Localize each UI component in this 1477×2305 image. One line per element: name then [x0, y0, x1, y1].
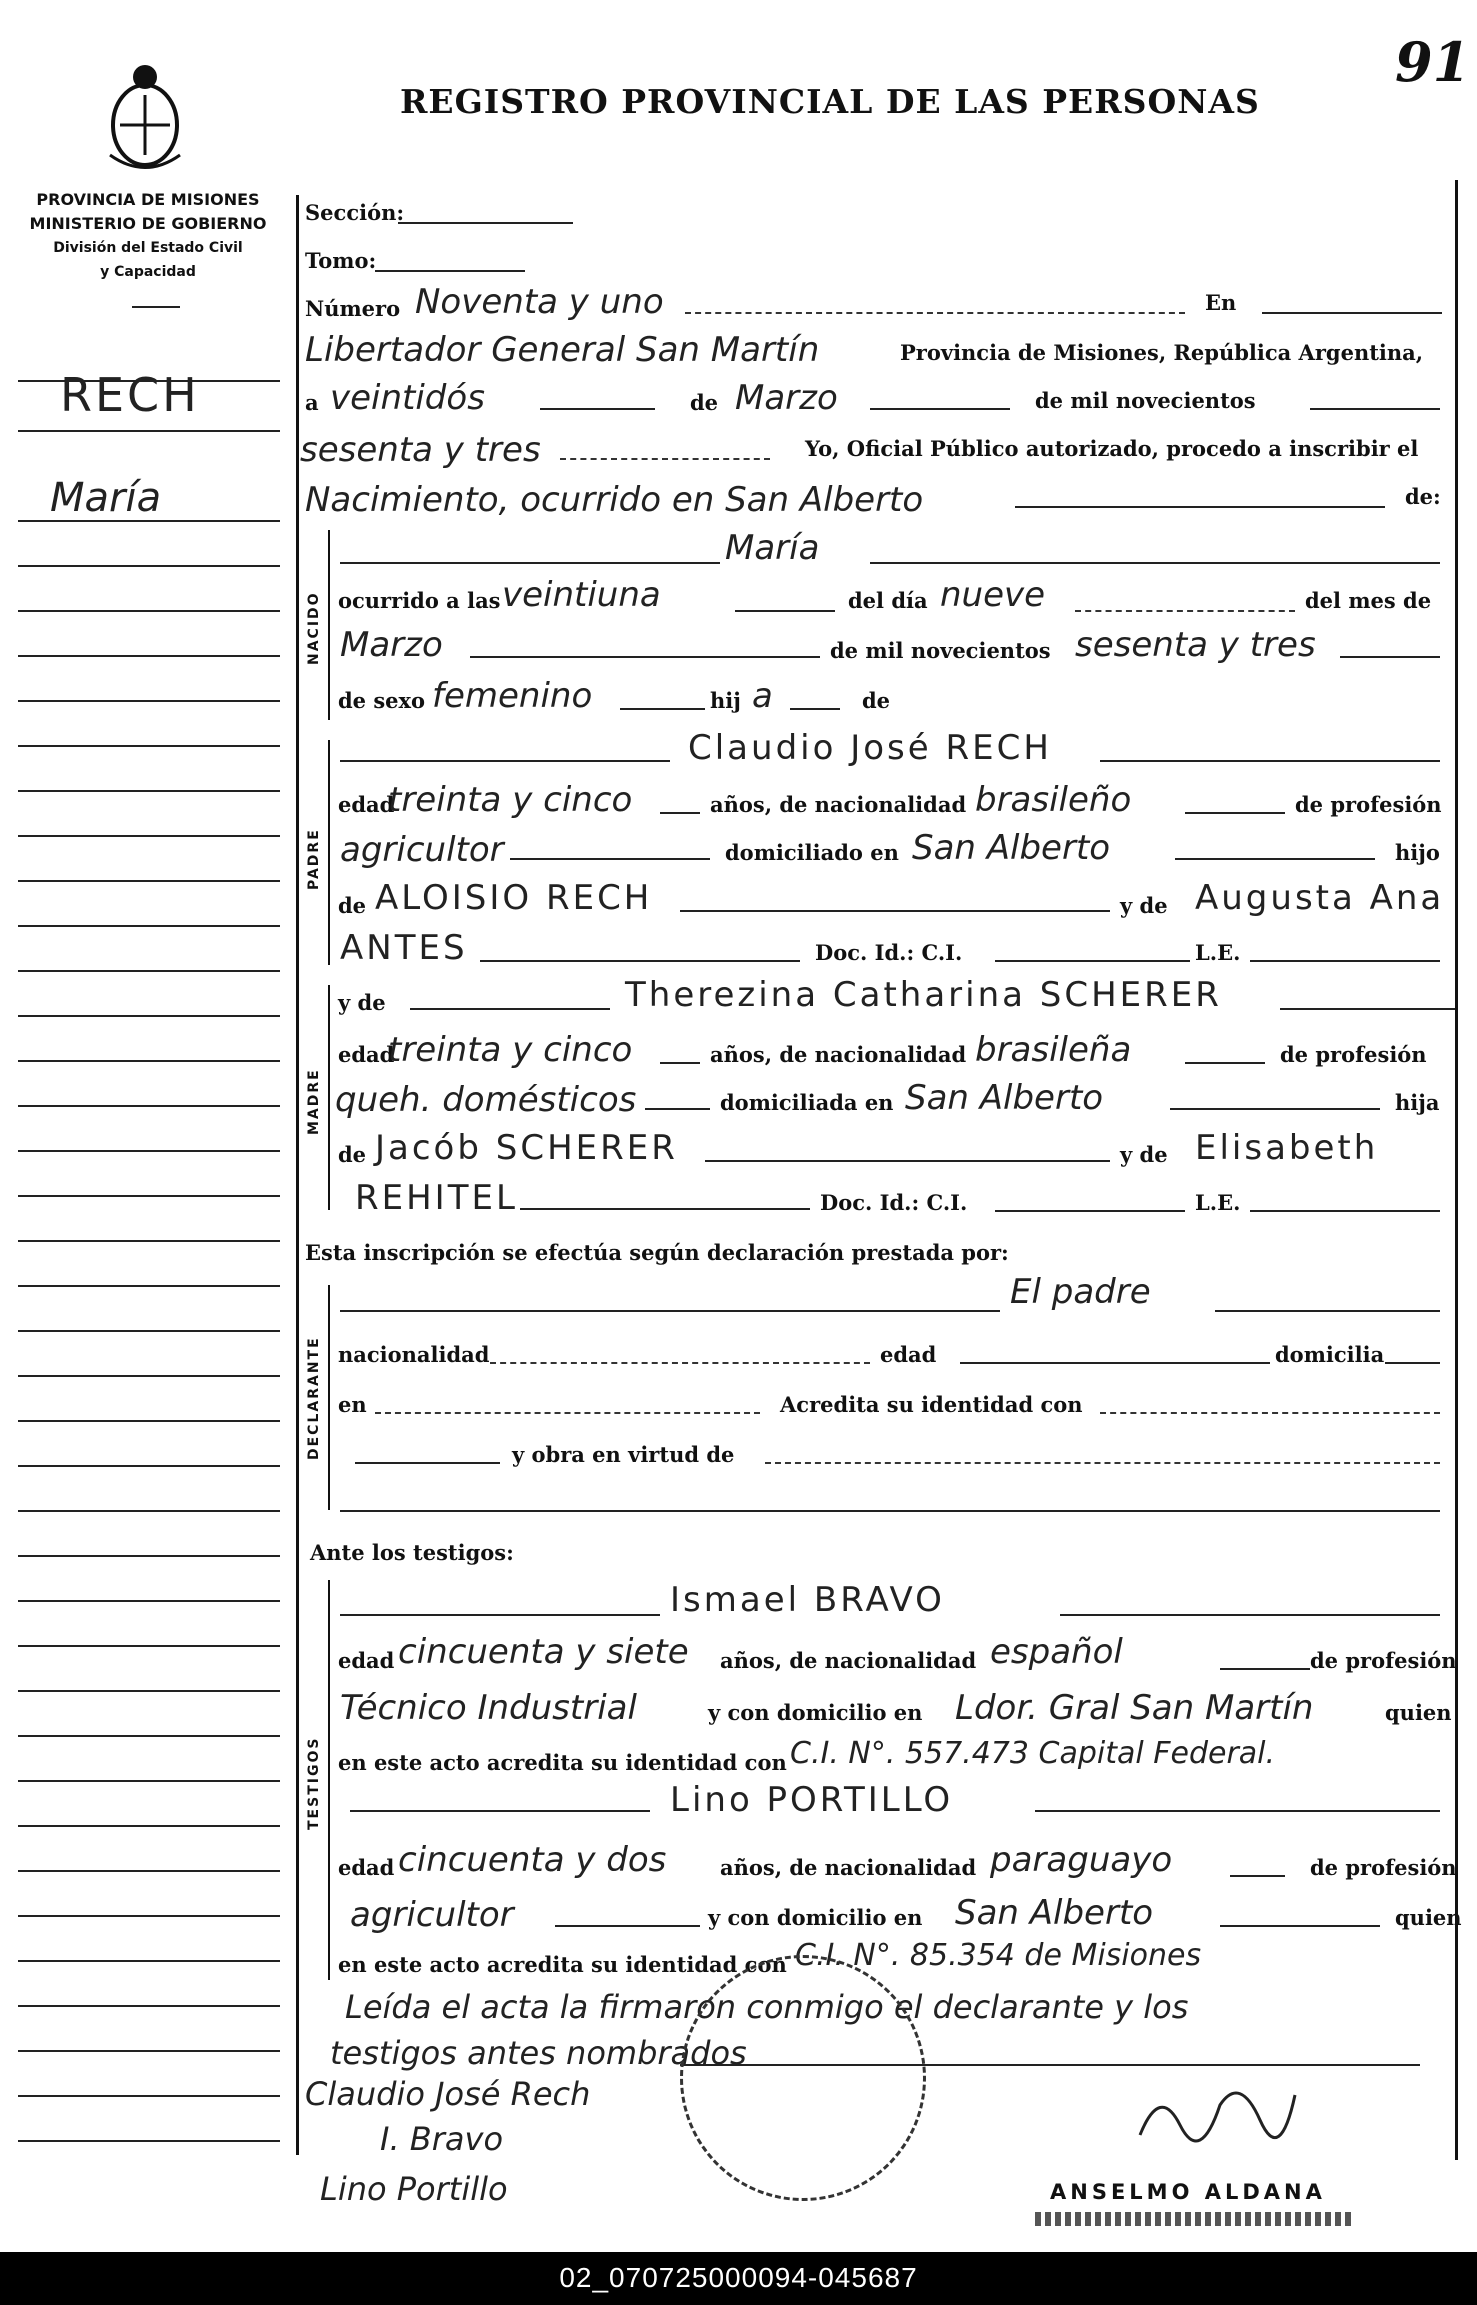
t1-id-value: C.I. N°. 557.473 Capital Federal. [790, 1736, 1276, 1771]
madre-nombre: Therezina Catharina SCHERER [625, 975, 1222, 1015]
lugar-value: Libertador General San Martín [305, 330, 820, 370]
form-left-border [296, 195, 299, 2155]
section-declarante-label: DECLARANTE [306, 1336, 322, 1460]
numero-label: Número [305, 296, 401, 321]
y-de-label-1: y de [1120, 893, 1168, 918]
issuer-block [18, 188, 278, 284]
signature-witness-2: Lino Portillo [320, 2170, 508, 2208]
t2-dom-value: San Alberto [955, 1893, 1154, 1933]
y-con-domicilio-2-label: y con domicilio en [708, 1905, 923, 1930]
madre-anos-label: años, de nacionalidad [710, 1042, 967, 1067]
tomo-label: Tomo: [305, 248, 377, 273]
issuer-line: PROVINCIA DE MISIONES [36, 190, 260, 209]
yo-oficial-label: Yo, Oficial Público autorizado, procedo a inscribir el [805, 436, 1419, 461]
padre-prof-value: agricultor [340, 830, 504, 870]
a-label: a [305, 390, 319, 415]
padre-anos-label: años, de nacionalidad [710, 792, 967, 817]
t1-edad-label: edad [338, 1648, 395, 1673]
de-label-1: de [690, 390, 719, 415]
signature-father: Claudio José Rech [305, 2075, 591, 2113]
numero-value: Noventa y uno [415, 282, 664, 322]
officer-name: ANSELMO ALDANA [1050, 2180, 1326, 2204]
padre-padre-value: ALOISIO RECH [375, 878, 653, 918]
ocurrido-label: ocurrido a las [338, 588, 501, 613]
en-este-acto-label-1: en este acto acredita su identidad con [338, 1750, 787, 1775]
hora-value: veintiuna [502, 575, 661, 615]
de-label-2: de [862, 688, 891, 713]
en-este-acto-label-2: en este acto acredita su identidad con [338, 1952, 787, 1977]
mes-value: Marzo [735, 378, 838, 418]
t2-edad-value: cincuenta y dos [398, 1840, 667, 1880]
t1-dom-value: Ldor. Gral San Martín [955, 1688, 1314, 1728]
t2-nac-value: paraguayo [990, 1840, 1173, 1880]
sexo-value: femenino [432, 676, 593, 716]
cierre-line-2: testigos antes nombrados [330, 2034, 747, 2072]
del-mes-label: del mes de [1305, 588, 1432, 613]
y-con-domicilio-label: y con domicilio en [708, 1700, 923, 1725]
madre-prof-label: de profesión [1280, 1042, 1427, 1067]
t2-prof-value: agricultor [350, 1895, 514, 1935]
y-de-label-3: y de [1120, 1142, 1168, 1167]
y-obra-label: y obra en virtud de [512, 1442, 735, 1467]
signature-witness-1: I. Bravo [380, 2120, 504, 2158]
y-de-label-2: y de [338, 990, 386, 1015]
seccion-label: Sección: [305, 200, 405, 225]
hij-suffix: a [752, 676, 773, 716]
esta-inscripcion-label: Esta inscripción se efectúa según declaración prestada por: [305, 1240, 1009, 1265]
anio-value: sesenta y tres [300, 430, 541, 470]
issuer-line: y Capacidad [100, 264, 196, 280]
t1-edad-value: cincuenta y siete [398, 1632, 689, 1672]
section-madre-label: MADRE [306, 1068, 322, 1135]
hij-label: hij [710, 688, 741, 713]
t2-anos-label: años, de nacionalidad [720, 1855, 977, 1880]
margin-given-name: María [50, 475, 162, 521]
de-mil-2-label: de mil novecientos [830, 638, 1051, 663]
nacionalidad-label: nacionalidad [338, 1342, 490, 1367]
padre-madre-value: Augusta Ana [1195, 878, 1445, 918]
section-nacido-label: NACIDO [306, 591, 322, 665]
testigo-2-nombre: Lino PORTILLO [670, 1780, 954, 1820]
de-label-3: de [338, 893, 367, 918]
del-dia-label: del día [848, 588, 928, 613]
official-seal [680, 1955, 926, 2201]
padre-nac-value: brasileño [975, 780, 1132, 820]
padre-madre-2-value: ANTES [340, 928, 468, 968]
cierre-line-1: Leída el acta la firmaron conmigo el declarante y los [345, 1988, 1189, 2026]
declarante-value: El padre [1010, 1272, 1151, 1312]
madre-edad-value: treinta y cinco [388, 1030, 633, 1070]
anio-nac-value: sesenta y tres [1075, 625, 1316, 665]
t1-prof-value: Técnico Industrial [340, 1688, 637, 1728]
t2-id-value: C.I. N°. 85.354 de Misiones [795, 1938, 1202, 1973]
doc-label-2: Doc. Id.: C.I. [820, 1190, 968, 1215]
de-sexo-label: de sexo [338, 688, 426, 713]
quien-label-1: quien [1385, 1700, 1452, 1725]
page-title: REGISTRO PROVINCIAL DE LAS PERSONAS [400, 82, 1260, 121]
provincia-label: Provincia de Misiones, República Argentina, [900, 340, 1424, 365]
hija-label: hija [1395, 1090, 1440, 1115]
officer-signature-icon [1130, 2065, 1300, 2155]
t2-prof-label: de profesión [1310, 1855, 1457, 1880]
dia-value: veintidós [330, 378, 485, 418]
mes-nac-value: Marzo [340, 625, 443, 665]
t1-prof-label: de profesión [1310, 1648, 1457, 1673]
acto-value: Nacimiento, ocurrido en San Alberto [305, 480, 924, 520]
domiciliado-label: domiciliado en [725, 840, 899, 865]
le-label-1: L.E. [1195, 940, 1241, 965]
issuer-line: MINISTERIO DE GOBIERNO [29, 214, 267, 233]
doc-label-1: Doc. Id.: C.I. [815, 940, 963, 965]
t1-nac-value: español [990, 1632, 1123, 1672]
coat-of-arms-icon [100, 55, 190, 175]
testigo-1-nombre: Ismael BRAVO [670, 1580, 945, 1620]
edad-2-label: edad [880, 1342, 937, 1367]
hijo-label: hijo [1395, 840, 1440, 865]
en-2-label: en [338, 1392, 367, 1417]
section-testigos-label: TESTIGOS [306, 1736, 322, 1830]
margin-surname: RECH [60, 368, 200, 422]
quien-label-2: quien [1395, 1905, 1462, 1930]
le-label-2: L.E. [1195, 1190, 1241, 1215]
de-colon-label: de: [1405, 484, 1441, 509]
domicilia-label: domicilia [1275, 1342, 1385, 1367]
domiciliada-label: domiciliada en [720, 1090, 894, 1115]
madre-nac-value: brasileña [975, 1030, 1132, 1070]
madre-madre-2-value: REHITEL [355, 1178, 518, 1218]
ante-testigos-label: Ante los testigos: [310, 1540, 514, 1565]
padre-prof-label: de profesión [1295, 792, 1442, 817]
document-id: 02_070725000094-045687 [559, 2262, 918, 2293]
madre-dom-value: San Alberto [905, 1078, 1104, 1118]
madre-prof-value: queh. domésticos [335, 1080, 637, 1120]
issuer-line: División del Estado Civil [53, 240, 243, 256]
padre-edad-value: treinta y cinco [388, 780, 633, 820]
nacido-nombre: María [725, 528, 820, 568]
page-number: 91 [1395, 30, 1471, 94]
section-padre-label: PADRE [306, 828, 322, 890]
acredita-label: Acredita su identidad con [780, 1392, 1083, 1417]
madre-madre-value: Elisabeth [1195, 1128, 1379, 1168]
officer-title [1035, 2212, 1355, 2226]
dia-nac-value: nueve [940, 575, 1046, 615]
de-label-4: de [338, 1142, 367, 1167]
t2-edad-label: edad [338, 1855, 395, 1880]
padre-edad-label: edad [338, 792, 395, 817]
padre-dom-value: San Alberto [912, 828, 1111, 868]
t1-anos-label: años, de nacionalidad [720, 1648, 977, 1673]
de-mil-label: de mil novecientos [1035, 388, 1256, 413]
madre-edad-label: edad [338, 1042, 395, 1067]
padre-nombre: Claudio José RECH [688, 728, 1052, 768]
en-label: En [1205, 290, 1237, 315]
madre-padre-value: Jacób SCHERER [375, 1128, 678, 1168]
